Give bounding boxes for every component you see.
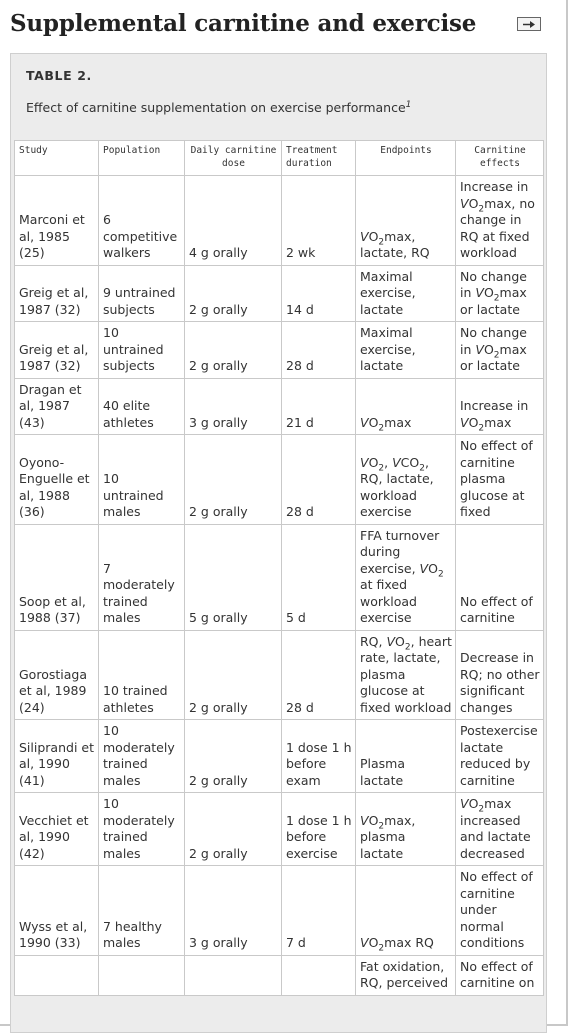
table-row bbox=[15, 630, 544, 720]
cell-study: Siliprandi et al, 1990 (41) bbox=[15, 720, 99, 793]
cell-effects: Postexercise lactate reduced by carnitine bbox=[456, 720, 544, 793]
table-row bbox=[15, 955, 544, 995]
cell-duration: 28 d bbox=[282, 322, 356, 379]
cell-dose: 2 g orally bbox=[185, 435, 282, 525]
cell-endpoints: Fat oxidation, RQ, perceived bbox=[356, 955, 456, 995]
cell-endpoints: Plasma lactate bbox=[356, 720, 456, 793]
cell-population bbox=[99, 955, 185, 995]
cell-study: Soop et al, 1988 (37) bbox=[15, 524, 99, 630]
cell-endpoints: RQ, $VO_2$, heart rate, lactate, plasma glucose at fixed workload bbox=[356, 630, 456, 720]
caption-footnote-link[interactable]: 1 bbox=[405, 100, 412, 110]
cell-duration: 1 dose 1 h before exercise bbox=[282, 793, 356, 866]
cell-study: Dragan et al, 1987 (43) bbox=[15, 378, 99, 435]
cell-duration: 21 d bbox=[282, 378, 356, 435]
cell-population: 10 untrained males bbox=[99, 435, 185, 525]
cell-dose: 2 g orally bbox=[185, 793, 282, 866]
cell-endpoints: $VO_2\max$ bbox=[356, 378, 456, 435]
cell-effects: No effect of carnitine under normal conditions bbox=[456, 866, 544, 956]
cell-dose: 2 g orally bbox=[185, 630, 282, 720]
table-panel bbox=[10, 53, 547, 1033]
cell-dose bbox=[185, 955, 282, 995]
carnitine-table bbox=[14, 140, 544, 996]
cell-study: Greig et al, 1987 (32) bbox=[15, 265, 99, 322]
cell-endpoints: $VO_2\max$, lactate, RQ bbox=[356, 176, 456, 266]
cell-dose: 5 g orally bbox=[185, 524, 282, 630]
cell-dose: 2 g orally bbox=[185, 720, 282, 793]
cell-duration: 2 wk bbox=[282, 176, 356, 266]
cell-effects: Decrease in RQ; no other significant changes bbox=[456, 630, 544, 720]
cell-duration: 28 d bbox=[282, 630, 356, 720]
cell-duration: 1 dose 1 h before exam bbox=[282, 720, 356, 793]
table-row bbox=[15, 793, 544, 866]
cell-endpoints: $VO_2\max$ RQ bbox=[356, 866, 456, 956]
header-study: Study bbox=[15, 141, 99, 176]
cell-effects: Increase in $VO_2\max$ bbox=[456, 378, 544, 435]
cell-dose: 2 g orally bbox=[185, 265, 282, 322]
cell-study: Wyss et al, 1990 (33) bbox=[15, 866, 99, 956]
cell-population: 40 elite athletes bbox=[99, 378, 185, 435]
cell-study: Vecchiet et al, 1990 (42) bbox=[15, 793, 99, 866]
header-endpoints: Endpoints bbox=[356, 141, 456, 176]
cell-population: 7 moderately trained males bbox=[99, 524, 185, 630]
header-carnitine-effects: Carnitine effects bbox=[456, 141, 544, 176]
table-row bbox=[15, 378, 544, 435]
cell-effects: No change in $VO_2\max$ or lactate bbox=[456, 322, 544, 379]
header-daily-dose: Daily carnitine dose bbox=[185, 141, 282, 176]
table-row bbox=[15, 524, 544, 630]
page-title: Supplemental carnitine and exercise bbox=[10, 10, 477, 37]
table-caption-text: Effect of carnitine supplementation on exercise performance bbox=[26, 100, 406, 116]
cell-population: 9 untrained subjects bbox=[99, 265, 185, 322]
cell-dose: 4 g orally bbox=[185, 176, 282, 266]
table-container bbox=[14, 140, 543, 996]
cell-effects: No change in $VO_2\max$ or lactate bbox=[456, 265, 544, 322]
cell-effects: Increase in $VO_2\max$, no change in RQ at fixed workload bbox=[456, 176, 544, 266]
table-body bbox=[15, 176, 544, 996]
cell-duration: 14 d bbox=[282, 265, 356, 322]
cell-population: 10 trained athletes bbox=[99, 630, 185, 720]
table-row bbox=[15, 435, 544, 525]
cell-dose: 2 g orally bbox=[185, 322, 282, 379]
cell-population: 10 moderately trained males bbox=[99, 720, 185, 793]
cell-effects: No effect of carnitine on bbox=[456, 955, 544, 995]
cell-population: 10 untrained subjects bbox=[99, 322, 185, 379]
cell-endpoints: Maximal exercise, lactate bbox=[356, 322, 456, 379]
table-caption bbox=[26, 100, 411, 115]
header-population: Population bbox=[99, 141, 185, 176]
cell-endpoints: Maximal exercise, lactate bbox=[356, 265, 456, 322]
popout-arrow-icon bbox=[522, 20, 536, 29]
cell-study: Greig et al, 1987 (32) bbox=[15, 322, 99, 379]
table-label: TABLE 2. bbox=[26, 68, 92, 83]
popout-button[interactable] bbox=[517, 17, 541, 31]
cell-study: Oyono-Enguelle et al, 1988 (36) bbox=[15, 435, 99, 525]
table-row bbox=[15, 720, 544, 793]
cell-effects: No effect of carnitine bbox=[456, 524, 544, 630]
cell-population: 7 healthy males bbox=[99, 866, 185, 956]
table-row bbox=[15, 866, 544, 956]
cell-duration: 28 d bbox=[282, 435, 356, 525]
cell-effects: $VO_2\max$ increased and lactate decreased bbox=[456, 793, 544, 866]
cell-duration bbox=[282, 955, 356, 995]
table-row bbox=[15, 176, 544, 266]
table-row bbox=[15, 265, 544, 322]
table-header-row bbox=[15, 141, 544, 176]
cell-study: Marconi et al, 1985 (25) bbox=[15, 176, 99, 266]
cell-endpoints: $VO_2\max$, plasma lactate bbox=[356, 793, 456, 866]
cell-duration: 5 d bbox=[282, 524, 356, 630]
cell-population: 10 moderately trained males bbox=[99, 793, 185, 866]
cell-dose: 3 g orally bbox=[185, 378, 282, 435]
cell-population: 6 competitive walkers bbox=[99, 176, 185, 266]
header-treatment-duration: Treatment duration bbox=[282, 141, 356, 176]
cell-study: Gorostiaga et al, 1989 (24) bbox=[15, 630, 99, 720]
cell-dose: 3 g orally bbox=[185, 866, 282, 956]
table-row bbox=[15, 322, 544, 379]
cell-endpoints: FFA turnover during exercise, $VO_2$ at fixed workload exercise bbox=[356, 524, 456, 630]
cell-effects: No effect of carnitine plasma glucose at fixed bbox=[456, 435, 544, 525]
cell-study bbox=[15, 955, 99, 995]
cell-duration: 7 d bbox=[282, 866, 356, 956]
cell-endpoints: $VO_2$, $VCO_2$, RQ, lactate, workload exercise bbox=[356, 435, 456, 525]
